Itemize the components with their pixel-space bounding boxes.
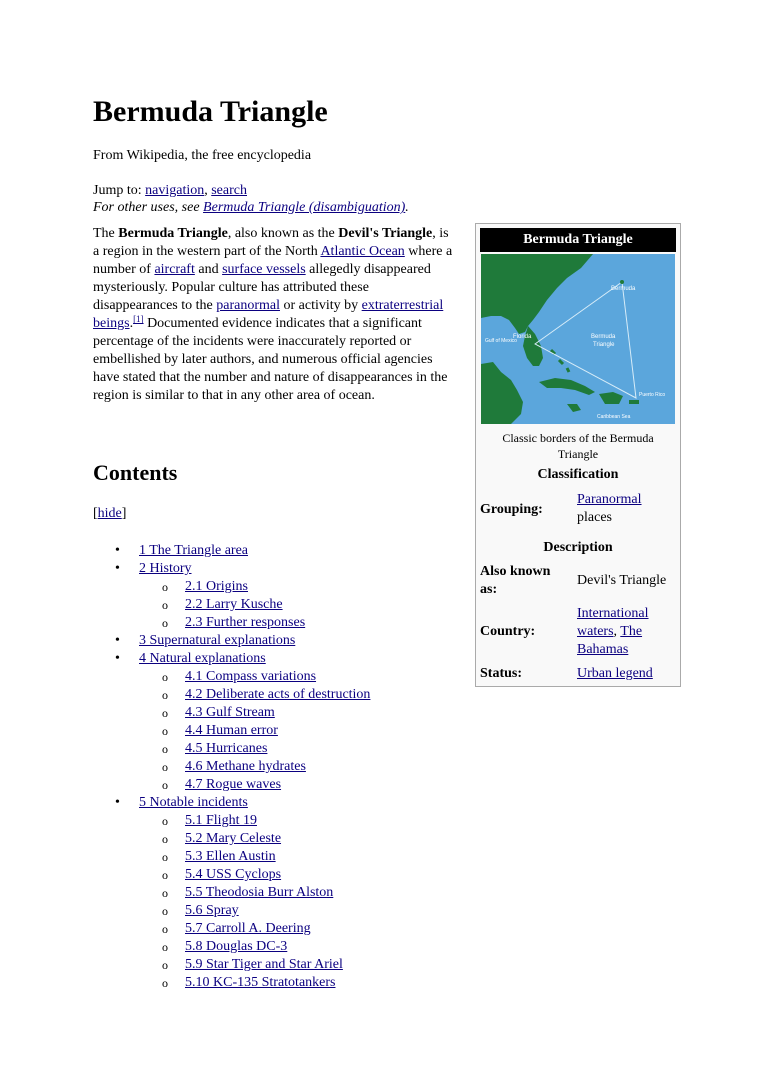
toc-link[interactable]: 4.1 Compass variations [185, 669, 317, 684]
toc-link[interactable]: 2 History [139, 561, 192, 576]
toc-link[interactable]: 5.1 Flight 19 [185, 813, 257, 828]
toc-link[interactable]: 2.1 Origins [185, 579, 248, 594]
intro-link[interactable]: Atlantic Ocean [320, 244, 405, 259]
citation-1-link[interactable]: [1] [133, 314, 144, 324]
map-label-florida: Florida [513, 334, 532, 340]
map-label-triangle-1: Bermuda [591, 334, 616, 340]
hatnote [93, 199, 409, 217]
toc-link[interactable]: 5.9 Star Tiger and Star Ariel [185, 957, 343, 972]
intro-text: The [93, 226, 119, 241]
toc-link[interactable]: 4.4 Human error [185, 723, 278, 738]
circle-bullet-icon: o [162, 724, 168, 738]
toc-item [93, 884, 453, 902]
bullet-icon: • [115, 795, 120, 810]
toc-item [93, 830, 453, 848]
circle-bullet-icon: o [162, 886, 168, 900]
intro-text: allegedly disappeared mysteriously. Popular culture has attributed these disappearances to the [93, 262, 431, 313]
circle-bullet-icon: o [162, 706, 168, 720]
circle-bullet-icon: o [162, 616, 168, 630]
toc-item [93, 902, 453, 920]
intro-paragraph [93, 225, 453, 405]
hide-link[interactable]: hide [97, 506, 122, 521]
toc-link[interactable]: 5.4 USS Cyclops [185, 867, 282, 882]
toc-link[interactable]: 5.2 Mary Celeste [185, 831, 282, 846]
toc-item [93, 650, 453, 668]
circle-bullet-icon: o [162, 922, 168, 936]
infobox-header: Bermuda Triangle [480, 228, 676, 252]
toc-item [93, 920, 453, 938]
bullet-icon: • [115, 651, 120, 666]
country-label: Country: [480, 624, 536, 639]
toc-item [93, 812, 453, 830]
toc-item [93, 614, 453, 632]
toc-link[interactable]: 5.5 Theodosia Burr Alston [185, 885, 334, 900]
hatnote-prefix: For other uses, see [93, 200, 204, 215]
toc-item [93, 794, 453, 812]
circle-bullet-icon: o [162, 670, 168, 684]
intro-text: , is a region in the western part of the North [93, 226, 449, 259]
country-separator: , [613, 624, 621, 639]
section-classification: Classification [537, 467, 619, 482]
toc-link[interactable]: 1 The Triangle area [139, 543, 248, 558]
map-label-bermuda: Bermuda [611, 286, 636, 292]
toc-item [93, 722, 453, 740]
contents-heading: Contents [93, 460, 178, 485]
intro-text: . [129, 316, 134, 331]
circle-bullet-icon: o [162, 868, 168, 882]
toc-item [93, 740, 453, 758]
map-label-puerto-rico: Puerto Rico [639, 392, 666, 398]
toc-item [93, 596, 453, 614]
bullet-icon: • [115, 633, 120, 648]
international-waters-link-line1[interactable]: International [577, 606, 649, 621]
toc-link[interactable]: 5.10 KC-135 Stratotankers [185, 975, 336, 990]
circle-bullet-icon: o [162, 580, 168, 594]
circle-bullet-icon: o [162, 778, 168, 792]
grouping-value-link[interactable]: Paranormal [577, 492, 642, 507]
citation [133, 314, 144, 324]
status-value-link[interactable]: Urban legend [577, 666, 653, 681]
aka-label-line1: Also known [480, 564, 551, 579]
toc-item [93, 668, 453, 686]
aka-label-line2: as: [480, 582, 498, 597]
intro-bold-term: Bermuda Triangle [118, 226, 228, 241]
circle-bullet-icon: o [162, 958, 168, 972]
hide-bracket-close: ] [121, 506, 127, 521]
toc-link[interactable]: 4.2 Deliberate acts of destruction [185, 687, 371, 702]
map-label-caribbean: Caribbean Sea [597, 414, 631, 420]
toc-item [93, 560, 453, 578]
bullet-icon: • [115, 543, 120, 558]
toc-link[interactable]: 4.7 Rogue waves [185, 777, 282, 792]
circle-bullet-icon: o [162, 832, 168, 846]
page-title: Bermuda Triangle [93, 95, 328, 128]
section-description: Description [543, 540, 613, 555]
circle-bullet-icon: o [162, 850, 168, 864]
the-bahamas-link-line1[interactable]: The [620, 624, 643, 639]
toc-item [93, 632, 453, 650]
circle-bullet-icon: o [162, 760, 168, 774]
circle-bullet-icon: o [162, 742, 168, 756]
toc-link[interactable]: 4 Natural explanations [139, 651, 266, 666]
jump-prefix: Jump to: [93, 183, 146, 198]
intro-text: Documented evidence indicates that a significant percentage of the incidents were inaccurately reported or embellished by later authors, and numerous official agencies have stated that the number and nature of disappearances in the region is similar to that in any other area of ocean. [93, 316, 448, 403]
intro-link[interactable]: aircraft [154, 262, 195, 277]
intro-link[interactable]: paranormal [216, 298, 280, 313]
toc-link[interactable]: 5 Notable incidents [139, 795, 248, 810]
circle-bullet-icon: o [162, 976, 168, 990]
intro-bold-term: Devil's Triangle [338, 226, 433, 241]
toc-item [93, 974, 453, 992]
toc-item [93, 956, 453, 974]
international-waters-link-line2[interactable]: waters [577, 624, 614, 639]
toc-link[interactable]: 5.7 Carroll A. Deering [185, 921, 311, 936]
toc-item [93, 578, 453, 596]
toc-item [93, 542, 453, 560]
toc-link[interactable]: 4.3 Gulf Stream [185, 705, 275, 720]
toc-item [93, 866, 453, 884]
jump-separator: , [204, 183, 212, 198]
hatnote-suffix: . [405, 200, 409, 215]
navigation-link[interactable]: navigation [145, 183, 205, 198]
table-of-contents [93, 542, 453, 992]
intro-text: and [194, 262, 223, 277]
toc-link[interactable]: 3 Supernatural explanations [139, 633, 296, 648]
circle-bullet-icon: o [162, 940, 168, 954]
jump-to [93, 182, 247, 200]
status-label: Status: [480, 666, 523, 681]
disambiguation-link[interactable]: Bermuda Triangle (disambiguation) [203, 200, 406, 215]
map-caption: Classic borders of the Bermuda Triangle [502, 431, 654, 461]
bullet-icon: • [115, 561, 120, 576]
toc-item [93, 848, 453, 866]
map-puerto-rico [629, 400, 639, 404]
toc-link[interactable]: 2.2 Larry Kusche [185, 597, 283, 612]
intro-text: or activity by [279, 298, 362, 313]
grouping-label: Grouping: [480, 502, 543, 517]
country-line2 [577, 623, 675, 641]
toc-item [93, 776, 453, 794]
toc-item [93, 938, 453, 956]
toc-item [93, 704, 453, 722]
toc-item [93, 758, 453, 776]
intro-text: where a number of [93, 244, 453, 277]
map-label-triangle-2: Triangle [593, 342, 615, 348]
toc-item [93, 686, 453, 704]
toc-link[interactable]: 4.5 Hurricanes [185, 741, 268, 756]
intro-text: , also known as the [227, 226, 339, 241]
toc-link[interactable]: 2.3 Further responses [185, 615, 306, 630]
toc-link[interactable]: 4.6 Methane hydrates [185, 759, 306, 774]
toc-link[interactable]: 5.8 Douglas DC-3 [185, 939, 288, 954]
circle-bullet-icon: o [162, 904, 168, 918]
bermuda-triangle-map[interactable] [481, 254, 675, 424]
intro-link[interactable]: surface vessels [222, 262, 306, 277]
hide-bracket-open: [ [93, 506, 98, 521]
infobox [475, 223, 681, 687]
the-bahamas-link-line2[interactable]: Bahamas [577, 642, 629, 657]
map-bermuda-island [620, 280, 624, 284]
grouping-value-text: places [577, 510, 612, 525]
map-label-gulf: Gulf of Mexico [485, 338, 517, 344]
circle-bullet-icon: o [162, 598, 168, 612]
circle-bullet-icon: o [162, 688, 168, 702]
toc-link[interactable]: 5.6 Spray [185, 903, 239, 918]
circle-bullet-icon: o [162, 814, 168, 828]
contents-toggle [93, 505, 126, 523]
intro-link[interactable]: extraterrestrial beings [93, 298, 444, 331]
aka-value: Devil's Triangle [577, 573, 667, 588]
search-link[interactable]: search [211, 183, 247, 198]
toc-link[interactable]: 5.3 Ellen Austin [185, 849, 276, 864]
tagline: From Wikipedia, the free encyclopedia [93, 148, 312, 163]
